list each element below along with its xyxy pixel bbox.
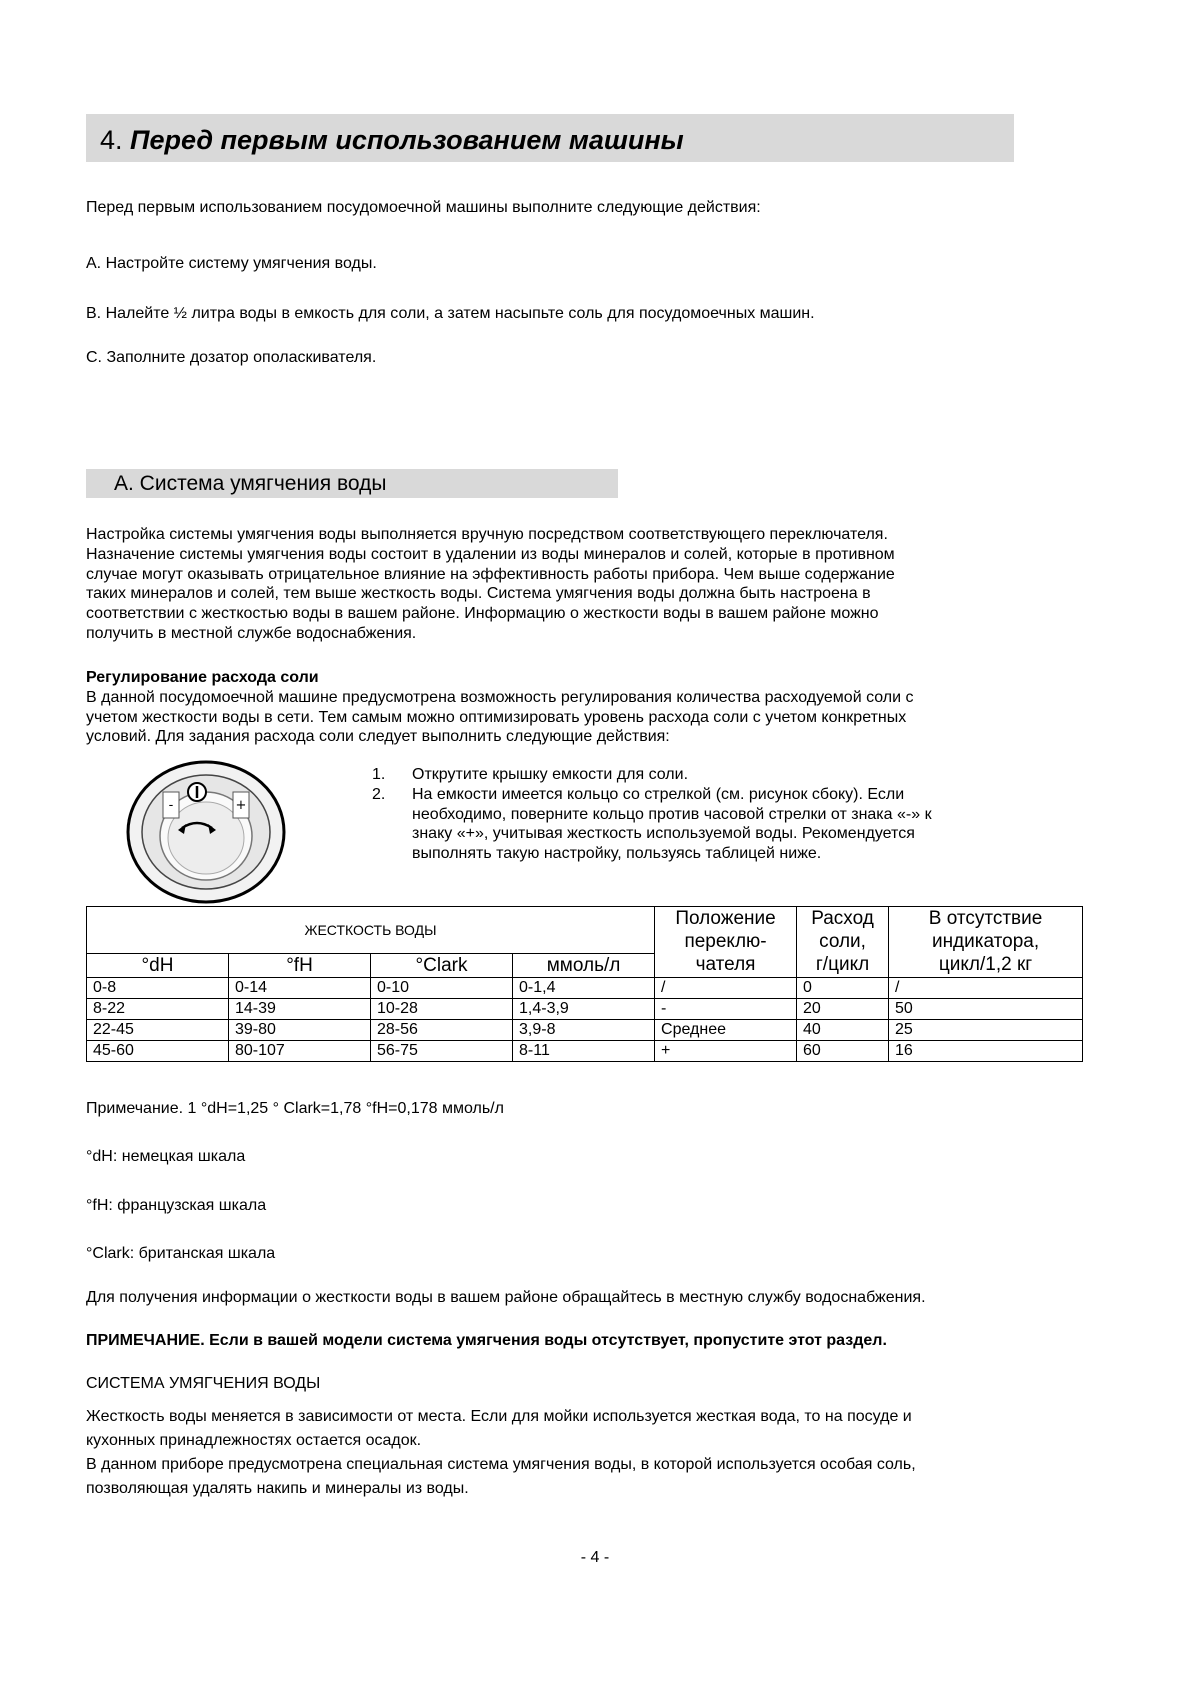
step-text: На емкости имеется кольцо со стрелкой (см. рисунок сбоку). Если	[412, 785, 905, 803]
table-cell: 0-14	[229, 978, 371, 999]
table-cell: 8-11	[513, 1041, 655, 1062]
table-cell: 20	[797, 999, 889, 1020]
table-cell: /	[889, 978, 1083, 999]
table-cell: Среднее	[655, 1020, 797, 1041]
header-line: цикл/1,2 кг	[938, 954, 1033, 975]
salt-heading: Регулирование расхода соли	[86, 669, 319, 686]
dial-plus: +	[235, 798, 247, 813]
table-cell: 0-1,4	[513, 978, 655, 999]
header-line: соли,	[819, 931, 866, 952]
paragraph-line: соответствии с жесткостью воды в вашем районе. Информацию о жесткости воды в вашем районе можно	[86, 605, 879, 623]
table-cell: 45-60	[87, 1041, 229, 1062]
heading-number: 4.	[100, 125, 123, 155]
table-cell: 40	[797, 1020, 889, 1041]
table-cell: -	[655, 999, 797, 1020]
col-indicator-header	[889, 907, 1083, 978]
paragraph-line: В данном приборе предусмотрена специальная система умягчения воды, в которой используется особая соль,	[86, 1456, 916, 1473]
unit-fh: °fH	[229, 954, 371, 978]
table-cell: 56-75	[371, 1041, 513, 1062]
action-a: A. Настройте систему умягчения воды.	[86, 255, 377, 272]
page-heading	[100, 124, 684, 156]
step-number: 1.	[372, 766, 386, 783]
salt-dial-icon	[122, 756, 292, 904]
paragraph-line: позволяющая удалять накипь и минералы из воды.	[86, 1480, 469, 1497]
col-consumption-header	[797, 907, 889, 978]
table-cell: 0-8	[87, 978, 229, 999]
table-cell: 14-39	[229, 999, 371, 1020]
table-row	[87, 999, 1083, 1020]
section-a-paragraph	[86, 525, 895, 644]
steps-list	[372, 765, 932, 864]
page-number: - 4 -	[580, 1549, 610, 1566]
softener-title: СИСТЕМА УМЯГЧЕНИЯ ВОДЫ	[86, 1375, 321, 1392]
header-line: переклю-	[684, 931, 767, 952]
paragraph-line: Настройка системы умягчения воды выполняется вручную посредством соответствующего переключателя.	[86, 526, 888, 543]
info-note: Для получения информации о жесткости воды в вашем районе обращайтесь в местную службу водоснабжения.	[86, 1289, 926, 1306]
paragraph-line: случае могут оказывать отрицательное влияние на эффективность работы прибора. Чем выше содержание	[86, 565, 895, 583]
dh-note: °dH: немецкая шкала	[86, 1148, 246, 1165]
paragraph-line: таких минералов и солей, тем выше жесткость воды. Система умягчения воды должна быть настроена в	[86, 585, 871, 603]
step-number: 2.	[372, 785, 386, 803]
table-cell: 16	[889, 1041, 1083, 1062]
table-row	[87, 1041, 1083, 1062]
step-text: Открутите крышку емкости для соли.	[412, 766, 689, 783]
table-cell: 80-107	[229, 1041, 371, 1062]
table-cell: 8-22	[87, 999, 229, 1020]
table-row	[87, 1020, 1083, 1041]
table-cell: 39-80	[229, 1020, 371, 1041]
unit-mmol: ммоль/л	[513, 954, 655, 978]
paragraph-line: Назначение системы умягчения воды состоит в удалении из воды минералов и солей, которые в противном	[86, 545, 895, 563]
step-text: необходимо, поверните кольцо против часовой стрелки от знака «-» к	[412, 805, 932, 823]
table-cell: 60	[797, 1041, 889, 1062]
action-c: C. Заполните дозатор ополаскивателя.	[86, 349, 377, 366]
step-text: знаку «+», учитывая жесткость используемой воды. Рекомендуется	[412, 825, 915, 843]
header-line: г/цикл	[815, 954, 870, 975]
header-line: индикатора,	[931, 931, 1040, 952]
step-text: выполнять такую настройку, пользуясь таблицей ниже.	[412, 845, 822, 863]
table-cell: 0	[797, 978, 889, 999]
section-a-title: A. Система умягчения воды	[114, 472, 387, 495]
group-header: ЖЕСТКОСТЬ ВОДЫ	[87, 907, 655, 954]
intro-text: Перед первым использованием посудомоечной машины выполните следующие действия:	[86, 199, 761, 216]
table-cell: 0-10	[371, 978, 513, 999]
salt-section	[86, 668, 914, 747]
table-cell: 28-56	[371, 1020, 513, 1041]
step-1	[372, 765, 932, 785]
header-line: В отсутствие	[928, 908, 1043, 929]
table-cell: 3,9-8	[513, 1020, 655, 1041]
paragraph-line: Жесткость воды меняется в зависимости от места. Если для мойки используется жесткая вода, то на посуде и	[86, 1408, 912, 1425]
dial-minus: -	[168, 798, 174, 813]
table-header-row	[87, 907, 1083, 954]
table-cell: 25	[889, 1020, 1083, 1041]
paragraph-line: учетом жесткости воды в сети. Тем самым можно оптимизировать уровень расхода соли с учетом конкретных	[86, 708, 907, 726]
header-line: чателя	[695, 954, 756, 975]
hardness-table	[86, 906, 1083, 1062]
action-b: B. Налейте ½ литра воды в емкость для соли, а затем насыпьте соль для посудомоечных машин.	[86, 305, 815, 322]
clark-note: °Clark: британская шкала	[86, 1245, 276, 1262]
table-cell: 10-28	[371, 999, 513, 1020]
col-position-header	[655, 907, 797, 978]
softener-paragraph	[86, 1405, 916, 1501]
step-2	[372, 785, 932, 864]
header-line: Положение	[675, 908, 776, 929]
fh-note: °fH: французская шкала	[86, 1197, 267, 1214]
paragraph-line: В данной посудомоечной машине предусмотрена возможность регулирования количества расходуемой соли с	[86, 688, 914, 706]
heading-title: Перед первым использованием машины	[130, 125, 684, 155]
table-row	[87, 978, 1083, 999]
unit-dh: °dH	[87, 954, 229, 978]
table-cell: /	[655, 978, 797, 999]
table-cell: 50	[889, 999, 1083, 1020]
bold-note: ПРИМЕЧАНИЕ. Если в вашей модели система умягчения воды отсутствует, пропустите этот раздел.	[86, 1332, 887, 1349]
unit-clark: °Clark	[371, 954, 513, 978]
header-line: Расход	[811, 908, 874, 929]
conversion-note: Примечание. 1 °dH=1,25 ° Clark=1,78 °fH=0,178 ммоль/л	[86, 1100, 504, 1117]
paragraph-line: получить в местной службе водоснабжения.	[86, 624, 417, 642]
paragraph-line: условий. Для задания расхода соли следует выполнить следующие действия:	[86, 728, 670, 746]
table-cell: 22-45	[87, 1020, 229, 1041]
table-cell: +	[655, 1041, 797, 1062]
table-cell: 1,4-3,9	[513, 999, 655, 1020]
paragraph-line: кухонных принадлежностях остается осадок.	[86, 1432, 422, 1449]
